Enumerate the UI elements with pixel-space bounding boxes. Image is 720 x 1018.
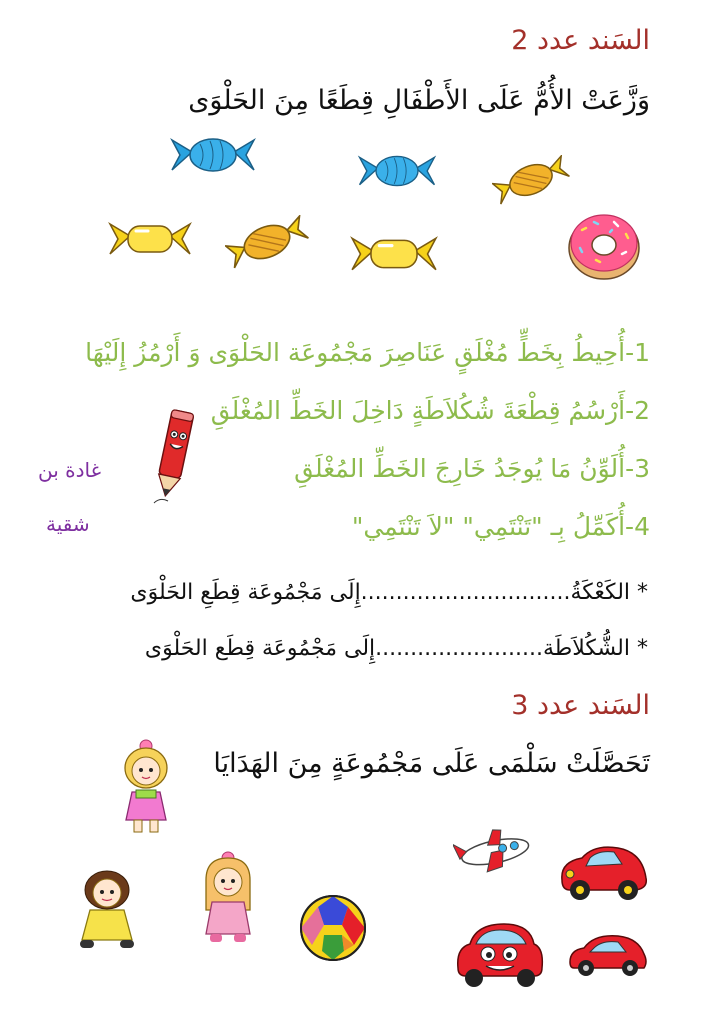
pencil-icon <box>150 405 200 505</box>
section2-intro: وَزَّعَتْ الأُمُّ عَلَى الأَطْفَالِ قِطَعًا مِنَ الحَلْوَى <box>188 85 650 116</box>
doll-icon <box>76 868 138 956</box>
car-icon <box>566 928 650 980</box>
section3-intro: تَحَصَّلَتْ سَلْمَى عَلَى مَجْمُوعَةٍ مِنَ الهَدَايَا <box>213 748 650 779</box>
donut-icon <box>566 208 642 282</box>
car-icon <box>556 840 650 902</box>
fill-line-cake: * الكَعْكَةُ..............................إِلَى مَجْمُوعَة قِطَعِ الحَلْوَى <box>130 580 648 605</box>
blue-candy-icon <box>170 132 256 178</box>
fill-line-chocolate: * الشُّكُلاَطَة........................إِلَى مَجْمُوعَة قِطَع الحَلْوَى <box>144 636 648 661</box>
ball-icon <box>298 893 368 963</box>
signature-line-1: غادة بن <box>38 458 102 482</box>
question-3: 3-أُلَوِّنُ مَا يُوجَدُ خَارِجَ الخَطِّ المُغْلَقِ <box>294 454 650 483</box>
yellow-candy-icon <box>350 232 438 276</box>
yellow-candy-icon <box>108 218 192 260</box>
car-icon <box>454 918 546 990</box>
airplane-icon <box>453 822 535 880</box>
striped-candy-icon <box>492 155 570 205</box>
question-4: 4-أُكَمِّلُ بِـ "تَنْتَمِي" "لاَ تَنْتَمِي" <box>351 512 650 541</box>
blue-candy-icon <box>356 150 438 192</box>
striped-candy-icon <box>225 215 309 269</box>
doll-icon <box>200 850 256 946</box>
signature-line-2: شقية <box>46 512 90 536</box>
question-1: 1-أُحِيطُ بِخَطٍّ مُغْلَقٍ عَنَاصِرَ مَجْمُوعَة الحَلْوَى وَ أَرْمُزُ إِلَيْهَا <box>85 338 650 367</box>
doll-icon <box>118 738 174 838</box>
section2-heading: السَند عدد 2 <box>511 25 650 56</box>
section3-heading: السَند عدد 3 <box>511 690 650 721</box>
question-2: 2-أَرْسُمُ قِطْعَةَ شُكُلاَطَةٍ دَاخِلَ الخَطِّ المُغْلَقِ <box>210 396 650 425</box>
